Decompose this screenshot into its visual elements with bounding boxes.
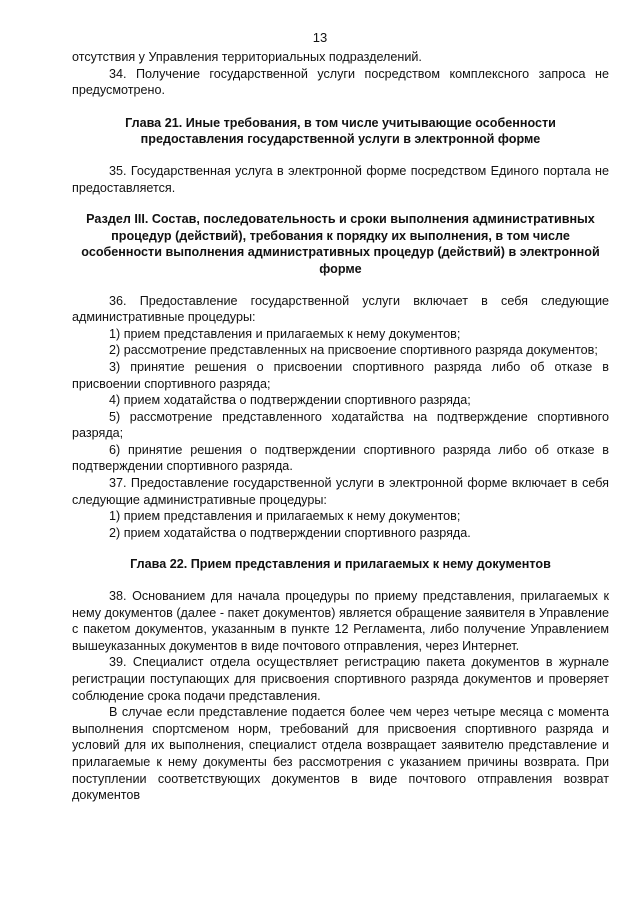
paragraph-37-item-2: 2) прием ходатайства о подтверждении спортивного разряда.: [109, 525, 471, 540]
heading-section-3: Раздел III. Состав, последовательность и сроки выполнения административных процедур (действий), требования к порядку их выполнения, в том числе особенности выполнения административных процедур (действий) в электронной форме: [81, 212, 600, 276]
paragraph-37-item-1: 1) прием представления и прилагаемых к нему документов;: [109, 509, 461, 524]
paragraph-continuation: отсутствия у Управления территориальных подразделений.: [72, 50, 422, 64]
paragraph-38: 38. Основанием для начала процедуры по приему представления, прилагаемых к нему документов (далее - пакет документов) является обращение заявителя в Управление с пакетом документов, указанным в пункте 12 Регламента, либо получение Управлением вышеуказанных документов в виде почтового отправления, через Интернет.: [72, 589, 609, 653]
paragraph-36-item-1: 1) прием представления и прилагаемых к нему документов;: [109, 326, 461, 341]
paragraph-36-item-3: 3) принятие решения о присвоении спортивного разряда либо об отказе в присвоении спортивного разряда;: [72, 359, 609, 391]
paragraph-36-item-2: 2) рассмотрение представленных на присвоение спортивного разряда документов;: [109, 343, 598, 358]
paragraph-39-continuation: В случае если представление подается более чем через четыре месяца с момента выполнения спортсменом норм, требований для присвоения спортивного разряда и условий для их выполнения, специалист отдела возвращает заявителю представление и прилагаемые к нему документы без рассмотрения с указанием причины возврата. При поступлении соответствующих документов в виде почтового отправления возврат документов: [72, 705, 609, 803]
paragraph-36-item-5: 5) рассмотрение представленного ходатайства на подтверждение спортивного разряда;: [72, 409, 609, 441]
heading-chapter-22: Глава 22. Прием представления и прилагаемых к нему документов: [130, 557, 551, 572]
heading-chapter-21: Глава 21. Иные требования, в том числе учитывающие особенности предоставления государственной услуги в электронной форме: [125, 115, 556, 147]
paragraph-36: 36. Предоставление государственной услуги включает в себя следующие административные процедуры:: [72, 293, 609, 325]
page-number: 13: [312, 30, 328, 45]
paragraph-37: 37. Предоставление государственной услуги в электронной форме включает в себя следующие административные процедуры:: [72, 476, 609, 507]
paragraph-39: 39. Специалист отдела осуществляет регистрацию пакета документов в журнале регистрации поступающих для присвоения спортивного разряда документов и проверяет соблюдение срока подачи представления.: [72, 655, 609, 703]
paragraph-34: 34. Получение государственной услуги посредством комплексного запроса не предусмотрено.: [72, 66, 609, 98]
document-body: [72, 49, 609, 804]
paragraph-36-item-4: 4) прием ходатайства о подтверждении спортивного разряда;: [109, 393, 471, 408]
paragraph-36-item-6: 6) принятие решения о подтверждении спортивного разряда либо об отказе в подтверждении спортивного разряда.: [72, 442, 609, 474]
paragraph-35: 35. Государственная услуга в электронной форме посредством Единого портала не предоставляется.: [72, 163, 609, 195]
